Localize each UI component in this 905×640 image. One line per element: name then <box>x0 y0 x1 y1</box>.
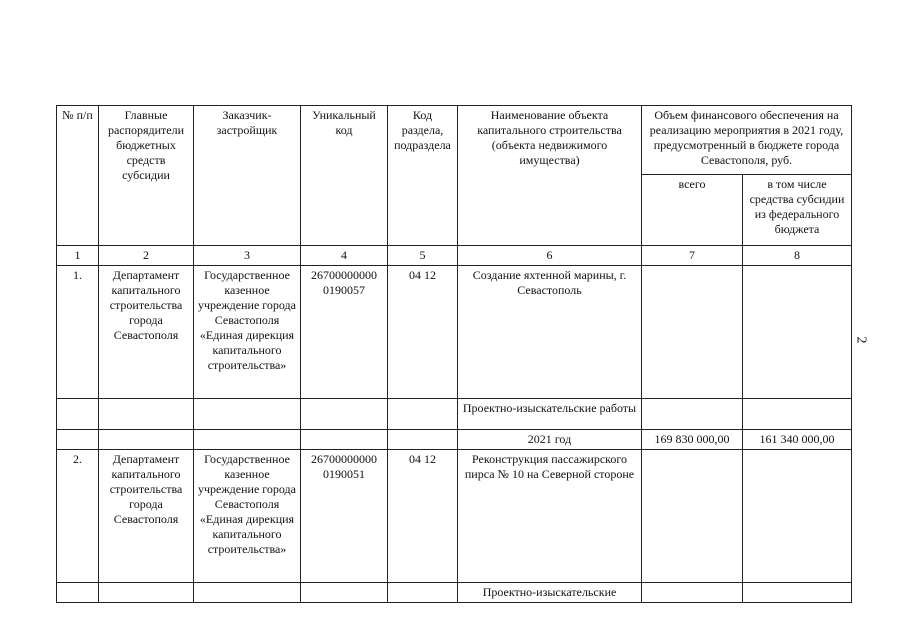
row-total-amount: 169 830 000,00 <box>642 430 743 450</box>
code-part: 26700000000 <box>311 268 377 282</box>
header-num: № п/п <box>57 106 99 246</box>
header-financing: Объем финансового обеспечения на реализацию мероприятия в 2021 году, предусмотренный в бюджете города Севастополя, руб. <box>642 106 852 175</box>
header-unique-code: Уникальный код <box>301 106 388 246</box>
code-part: 0190051 <box>323 467 365 481</box>
row-section: 04 12 <box>388 266 458 399</box>
row-customer: Государственное казенное учреждение города Севастополя «Единая дирекция капитального строительства» <box>194 266 301 399</box>
row-total <box>642 450 743 583</box>
table-row <box>57 583 852 603</box>
row-sub-label: Проектно-изыскательские <box>458 583 642 603</box>
row-department: Департамент капитального строительства города Севастополя <box>99 266 194 399</box>
code-part: 0190057 <box>323 283 365 297</box>
header-customer: Заказчик-застройщик <box>194 106 301 246</box>
column-number: 1 <box>57 246 99 266</box>
row-code <box>301 266 388 399</box>
code-part: 26700000000 <box>311 452 377 466</box>
column-number: 8 <box>743 246 852 266</box>
row-object: Реконструкция пассажирского пирса № 10 на Северной стороне <box>458 450 642 583</box>
row-federal <box>743 450 852 583</box>
budget-table <box>56 105 852 603</box>
table-row <box>57 266 852 399</box>
header-federal: в том числе средства субсидии из федерального бюджета <box>743 175 852 246</box>
header-object-name: Наименование объекта капитального строительства (объекта недвижимого имущества) <box>458 106 642 246</box>
row-object: Создание яхтенной марины, г. Севастополь <box>458 266 642 399</box>
column-number: 5 <box>388 246 458 266</box>
row-sub-label: Проектно-изыскательские работы <box>458 399 642 430</box>
column-number: 4 <box>301 246 388 266</box>
row-customer: Государственное казенное учреждение города Севастополя «Единая дирекция капитального строительства» <box>194 450 301 583</box>
row-num: 1. <box>57 266 99 399</box>
row-federal-amount: 161 340 000,00 <box>743 430 852 450</box>
column-number: 3 <box>194 246 301 266</box>
header-row <box>57 106 852 175</box>
row-year: 2021 год <box>458 430 642 450</box>
header-section-code: Код раздела, подраздела <box>388 106 458 246</box>
header-total: всего <box>642 175 743 246</box>
column-number: 7 <box>642 246 743 266</box>
row-num: 2. <box>57 450 99 583</box>
row-section: 04 12 <box>388 450 458 583</box>
table-row <box>57 399 852 430</box>
table-row <box>57 450 852 583</box>
column-number: 2 <box>99 246 194 266</box>
column-number: 6 <box>458 246 642 266</box>
page-number: 2 <box>853 336 869 344</box>
row-federal <box>743 266 852 399</box>
row-code <box>301 450 388 583</box>
table-row <box>57 430 852 450</box>
header-main-distributors: Главные распорядители бюджетных средств субсидии <box>99 106 194 246</box>
row-department: Департамент капитального строительства города Севастополя <box>99 450 194 583</box>
column-numbers-row <box>57 246 852 266</box>
row-total <box>642 266 743 399</box>
